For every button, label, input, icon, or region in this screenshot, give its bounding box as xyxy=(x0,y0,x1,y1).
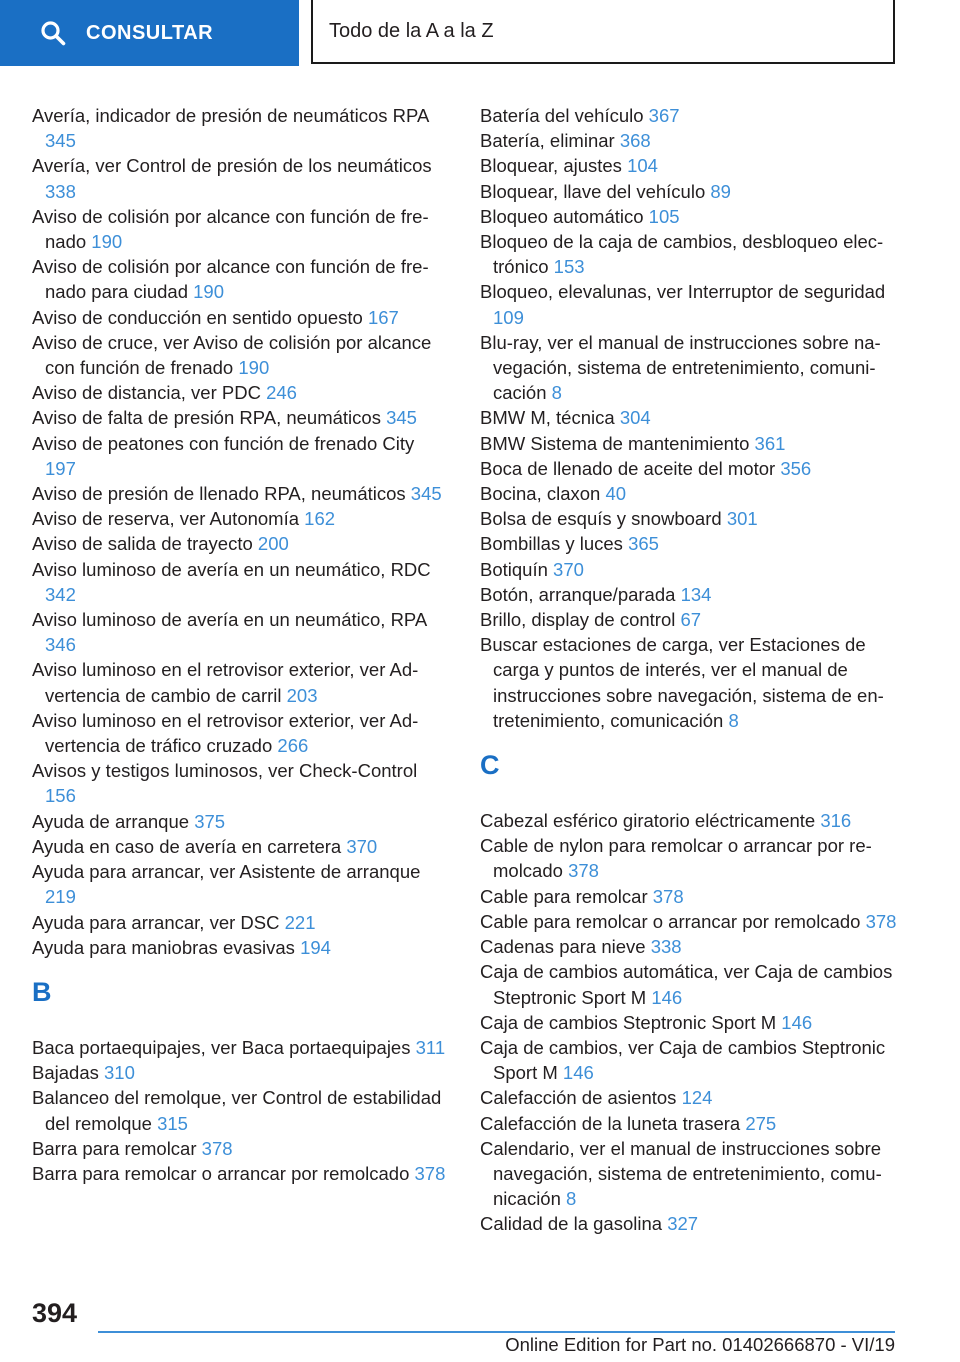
index-entry-text: Batería, eliminar xyxy=(480,130,615,152)
page-reference-link[interactable]: 375 xyxy=(194,810,226,832)
index-entry-text: Calendario, ver el manual de instrucciones sobre navegación, sistema de entretenimiento, comunicación xyxy=(480,1137,882,1210)
index-entry xyxy=(480,582,900,607)
index-entry xyxy=(32,1161,447,1186)
index-entry-text: Brillo, display de control xyxy=(480,609,676,631)
page-reference-link[interactable]: 378 xyxy=(568,860,599,882)
page-reference-link[interactable]: 304 xyxy=(619,407,651,429)
index-entry xyxy=(480,1010,900,1035)
index-list-b xyxy=(32,1035,447,1186)
edition-text: Online Edition for Part no. 01402666870 - VI/19 xyxy=(505,1334,895,1355)
page-reference-link[interactable]: 346 xyxy=(45,634,76,656)
page-reference-link[interactable]: 345 xyxy=(410,483,442,505)
index-entry xyxy=(32,1035,447,1060)
page-reference-link[interactable]: 146 xyxy=(781,1011,813,1033)
page-reference-link[interactable]: 370 xyxy=(346,835,378,857)
page-reference-link[interactable]: 368 xyxy=(619,130,651,152)
page-reference-link[interactable]: 167 xyxy=(367,306,399,328)
index-entry-text: Balanceo del remolque, ver Control de estabilidad del remolque xyxy=(32,1087,442,1134)
page-reference-link[interactable]: 200 xyxy=(257,533,289,555)
index-entry-text: Bloqueo, elevalunas, ver Interruptor de seguridad xyxy=(480,281,886,303)
index-entry xyxy=(480,1035,900,1085)
index-entry xyxy=(480,229,900,279)
page-reference-link[interactable]: 153 xyxy=(553,256,585,278)
page-reference-link[interactable]: 8 xyxy=(551,382,562,404)
page-reference-link[interactable]: 105 xyxy=(648,205,680,227)
index-entry-text: Barra para remolcar xyxy=(32,1137,197,1159)
section-letter-b: B xyxy=(32,976,52,1007)
index-entry xyxy=(480,1136,900,1212)
index-entry-text: Aviso luminoso en el retrovisor exterior, ver Advertencia de tráfico cruzado xyxy=(32,709,419,757)
index-entry xyxy=(480,405,900,430)
index-entry-text: Aviso de colisión por alcance con función de frenado para ciudad xyxy=(32,256,429,303)
index-entry xyxy=(32,859,447,909)
index-entry-text: Botón, arranque/parada xyxy=(480,583,676,605)
page-reference-link[interactable]: 378 xyxy=(201,1137,233,1159)
page-reference-link[interactable]: 367 xyxy=(648,105,680,126)
index-entry-text: BMW M, técnica xyxy=(480,407,615,429)
index-entry xyxy=(32,809,447,834)
index-entry xyxy=(480,833,900,883)
page-reference-link[interactable]: 8 xyxy=(566,1188,577,1210)
index-entry xyxy=(32,330,447,380)
page-reference-link[interactable]: 197 xyxy=(45,457,76,479)
page-reference-link[interactable]: 156 xyxy=(45,785,76,807)
index-entry-text: Aviso luminoso de avería en un neumático, RPA xyxy=(32,609,427,631)
page-reference-link[interactable]: 124 xyxy=(681,1087,713,1109)
page-number: 394 xyxy=(32,1298,78,1328)
index-entry xyxy=(32,708,447,758)
page-reference-link[interactable]: 190 xyxy=(238,357,270,379)
index-entry xyxy=(32,380,447,405)
index-entry-text: Cable para remolcar o arrancar por remolcado xyxy=(480,910,861,932)
index-list-b-continued xyxy=(480,103,900,733)
index-entry xyxy=(480,934,900,959)
index-entry xyxy=(480,1085,900,1110)
index-entry-text: Bloqueo de la caja de cambios, desbloqueo electrónico xyxy=(480,231,884,278)
footer-divider xyxy=(98,1331,895,1333)
index-entry-text: Ayuda en caso de avería en carretera xyxy=(32,835,342,857)
page-reference-link[interactable]: 345 xyxy=(45,130,76,152)
section-letter-c: C xyxy=(480,750,500,781)
index-entry xyxy=(480,204,900,229)
index-entry xyxy=(480,808,900,833)
index-entry xyxy=(480,481,900,506)
index-entry-text: Bocina, claxon xyxy=(480,483,601,505)
index-entry-text: Aviso de cruce, ver Aviso de colisión por alcance con función de frenado xyxy=(32,331,432,379)
page-reference-link[interactable]: 246 xyxy=(266,382,297,404)
page-reference-link[interactable]: 378 xyxy=(414,1162,446,1184)
index-entry xyxy=(32,758,447,808)
index-entry-text: Boca de llenado de aceite del motor xyxy=(480,457,776,479)
page-reference-link[interactable]: 146 xyxy=(651,986,683,1008)
index-entry xyxy=(480,279,900,329)
page-reference-link[interactable]: 194 xyxy=(300,936,331,958)
index-entry-text: Avería, indicador de presión de neumáticos RPA xyxy=(32,105,429,126)
consult-tab[interactable] xyxy=(0,0,299,66)
page-reference-link[interactable]: 203 xyxy=(286,684,318,706)
index-entry xyxy=(480,431,900,456)
page-reference-link[interactable]: 104 xyxy=(627,155,658,177)
index-entry-text: Cadenas para nieve xyxy=(480,936,646,958)
index-entry xyxy=(480,153,900,178)
index-entry-text: Bloquear, llave del vehículo xyxy=(480,180,706,202)
index-entry-text: Buscar estaciones de carga, ver Estaciones de carga y puntos de interés, ver el manual de instrucciones sobre navegación, sistema de entretenimiento, comunicación xyxy=(480,634,884,731)
index-entry xyxy=(32,657,447,707)
page-reference-link[interactable]: 190 xyxy=(91,231,123,253)
page-reference-link[interactable]: 345 xyxy=(386,407,417,429)
index-entry-text: Caja de cambios automática, ver Caja de cambios Steptronic Sport M xyxy=(480,961,893,1008)
page-reference-link[interactable]: 162 xyxy=(304,508,336,530)
page-reference-link[interactable]: 89 xyxy=(710,180,731,202)
index-entry-text: Cable para remolcar xyxy=(480,885,648,907)
search-icon xyxy=(40,20,66,46)
index-list-c xyxy=(480,808,900,1236)
index-entry xyxy=(32,481,447,506)
index-entry-text: BMW Sistema de mantenimiento xyxy=(480,432,750,454)
index-entry xyxy=(32,1136,447,1161)
section-title: Todo de la A a la Z xyxy=(329,19,494,42)
index-entry xyxy=(32,1085,447,1135)
page-reference-link[interactable]: 356 xyxy=(780,457,812,479)
index-entry-text: Caja de cambios, ver Caja de cambios Steptronic Sport M xyxy=(480,1036,886,1084)
index-entry-text: Botiquín xyxy=(480,558,548,580)
index-entry xyxy=(32,557,447,607)
index-entry-text: Ayuda de arranque xyxy=(32,810,190,832)
page-reference-link[interactable]: 190 xyxy=(193,281,224,303)
index-entry-text: Aviso de colisión por alcance con función de frenado xyxy=(32,205,429,253)
page-reference-link[interactable]: 378 xyxy=(652,885,684,907)
page-reference-link[interactable]: 327 xyxy=(667,1213,699,1235)
page-reference-link[interactable]: 315 xyxy=(157,1112,188,1134)
index-entry-text: Ayuda para maniobras evasivas xyxy=(32,936,295,958)
index-entry xyxy=(480,506,900,531)
index-entry xyxy=(32,531,447,556)
page-reference-link[interactable]: 275 xyxy=(745,1112,777,1134)
page-reference-link[interactable]: 134 xyxy=(680,583,712,605)
index-entry xyxy=(480,607,900,632)
index-entry xyxy=(32,431,447,481)
index-entry-text: Aviso de peatones con función de frenado City xyxy=(32,432,415,454)
index-entry-text: Bloquear, ajustes xyxy=(480,155,622,177)
index-list-a xyxy=(32,103,447,960)
page-reference-link[interactable]: 109 xyxy=(493,306,524,328)
index-entry xyxy=(480,632,900,733)
page-reference-link[interactable]: 146 xyxy=(562,1062,594,1084)
page-reference-link[interactable]: 365 xyxy=(628,533,659,555)
page-reference-link[interactable]: 40 xyxy=(605,483,627,505)
page-reference-link[interactable]: 338 xyxy=(45,180,76,202)
index-entry-text: Bombillas y luces xyxy=(480,533,623,555)
index-entry-text: Avería, ver Control de presión de los neumáticos xyxy=(32,155,432,177)
index-entry-text: Aviso de reserva, ver Autonomía xyxy=(32,508,300,530)
index-entry-text: Ayuda para arrancar, ver Asistente de arranque xyxy=(32,861,421,883)
index-entry-text: Aviso de conducción en sentido opuesto xyxy=(32,306,363,328)
index-entry xyxy=(32,254,447,304)
page-reference-link[interactable]: 301 xyxy=(726,508,758,530)
page-reference-link[interactable]: 342 xyxy=(45,583,76,605)
index-entry-text: Bajadas xyxy=(32,1062,99,1084)
consult-label: CONSULTAR xyxy=(86,21,214,44)
page-reference-link[interactable]: 370 xyxy=(553,558,584,580)
index-entry xyxy=(32,506,447,531)
index-entry xyxy=(32,935,447,960)
index-entry-text: Calefacción de la luneta trasera xyxy=(480,1112,741,1134)
index-entry xyxy=(480,884,900,909)
index-entry xyxy=(32,834,447,859)
index-entry xyxy=(32,910,447,935)
index-entry xyxy=(480,959,900,1009)
page-reference-link[interactable]: 311 xyxy=(415,1036,446,1058)
index-entry-text: Bloqueo automático xyxy=(480,205,644,227)
index-entry xyxy=(480,557,900,582)
index-entry xyxy=(32,103,447,153)
index-entry xyxy=(32,204,447,254)
page-reference-link[interactable]: 8 xyxy=(728,709,739,731)
index-entry-text: Ayuda para arrancar, ver DSC xyxy=(32,911,280,933)
index-entry xyxy=(480,456,900,481)
index-entry xyxy=(480,330,900,406)
index-entry-text: Baca portaequipajes, ver Baca portaequipajes xyxy=(32,1036,411,1058)
index-entry-text: Aviso luminoso en el retrovisor exterior, ver Advertencia de cambio de carril xyxy=(32,659,419,706)
index-entry-text: Barra para remolcar o arrancar por remolcado xyxy=(32,1162,410,1184)
index-column-left xyxy=(32,103,447,1186)
index-entry xyxy=(480,179,900,204)
index-entry xyxy=(480,1211,900,1236)
page-reference-link[interactable]: 378 xyxy=(865,910,897,932)
index-entry-text: Cabezal esférico giratorio eléctricamente xyxy=(480,810,816,832)
index-entry-text: Calefacción de asientos xyxy=(480,1087,677,1109)
index-entry-text: Batería del vehículo xyxy=(480,105,644,126)
index-entry-text: Bolsa de esquís y snowboard xyxy=(480,508,722,530)
page-reference-link[interactable]: 361 xyxy=(754,432,786,454)
index-column-right xyxy=(480,103,900,1237)
page-reference-link[interactable]: 266 xyxy=(277,735,309,757)
index-entry-text: Aviso de salida de trayecto xyxy=(32,533,253,555)
index-entry xyxy=(32,305,447,330)
page-reference-link[interactable]: 338 xyxy=(650,936,682,958)
index-entry-text: Caja de cambios Steptronic Sport M xyxy=(480,1011,777,1033)
page-reference-link[interactable]: 316 xyxy=(820,810,852,832)
index-entry-text: Calidad de la gasolina xyxy=(480,1213,663,1235)
index-entry xyxy=(32,1060,447,1085)
index-entry xyxy=(480,128,900,153)
index-entry-text: Blu-ray, ver el manual de instrucciones sobre navegación, sistema de entretenimiento, comunicación xyxy=(480,331,881,404)
index-entry xyxy=(32,607,447,657)
page-reference-link[interactable]: 310 xyxy=(104,1062,135,1084)
section-title-tab[interactable] xyxy=(311,0,895,64)
index-entry-text: Aviso de presión de llenado RPA, neumáticos xyxy=(32,483,406,505)
index-entry-text: Cable de nylon para remolcar o arrancar por remolcado xyxy=(480,835,872,882)
index-entry xyxy=(480,103,900,128)
index-entry xyxy=(480,909,900,934)
index-entry-text: Aviso luminoso de avería en un neumático, RDC xyxy=(32,558,431,580)
index-entry xyxy=(32,153,447,203)
index-entry-text: Avisos y testigos luminosos, ver Check-Control xyxy=(32,760,418,782)
index-entry-text: Aviso de falta de presión RPA, neumáticos xyxy=(32,407,381,429)
index-entry xyxy=(480,1111,900,1136)
page-reference-link[interactable]: 67 xyxy=(680,609,702,631)
index-entry xyxy=(480,531,900,556)
index-entry xyxy=(32,405,447,430)
page-reference-link[interactable]: 221 xyxy=(284,911,316,933)
page-reference-link[interactable]: 219 xyxy=(45,886,76,908)
index-entry-text: Aviso de distancia, ver PDC xyxy=(32,382,261,404)
